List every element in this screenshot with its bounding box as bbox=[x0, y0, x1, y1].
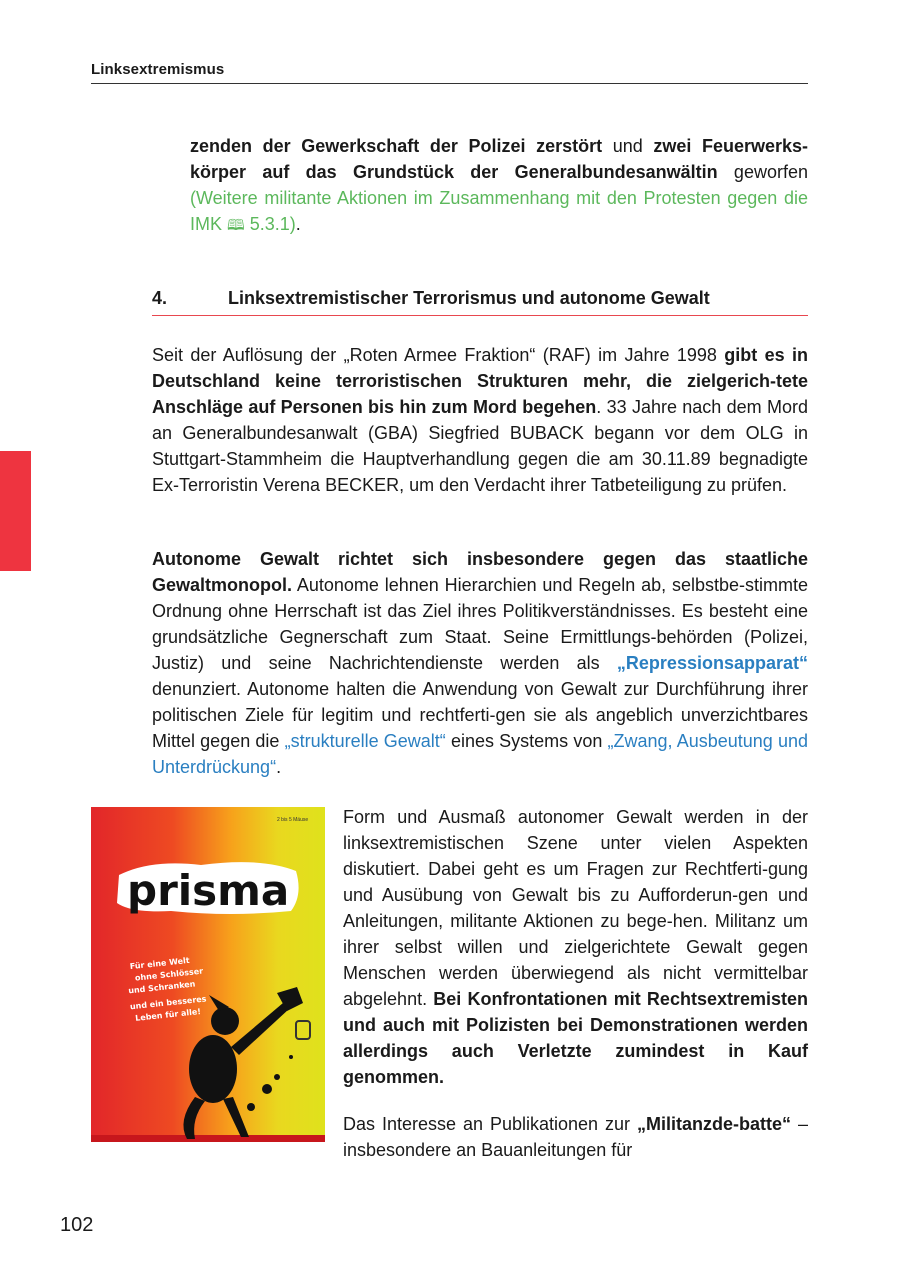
page-number: 102 bbox=[60, 1214, 94, 1236]
book-icon: 🕮 bbox=[227, 217, 245, 234]
intro-text-1: und bbox=[602, 136, 654, 156]
glossary-link-repressionsapparat[interactable]: „Repressionsapparat“ bbox=[616, 653, 808, 673]
paragraph-autonome-text-4: . bbox=[276, 757, 282, 777]
paragraph-autonome bbox=[152, 546, 808, 780]
paragraph-publikationen-text-2: – insbesondere an Bauanleitungen für bbox=[343, 1114, 808, 1160]
paragraph-raf-bold: gibt es in Deutschland keine terroristischen Strukturen mehr, die zielgerich-tete Anschläge auf Personen bis hin zum Mord begehen bbox=[152, 345, 808, 417]
chapter-tab-marker bbox=[0, 451, 31, 571]
prisma-cover-image bbox=[91, 807, 325, 1142]
paragraph-raf-text-1: Seit der Auflösung der „Roten Armee Fraktion“ (RAF) im Jahre 1998 bbox=[152, 345, 725, 365]
cover-price: 2 bis 5 Mäuse bbox=[277, 817, 309, 823]
cross-reference-link[interactable] bbox=[190, 188, 808, 234]
paragraph-publikationen bbox=[343, 1111, 808, 1163]
cross-reference-text: (Weitere militante Aktionen im Zusammenhang mit den Protesten gegen die IMK bbox=[190, 188, 808, 234]
cross-reference-section: 5.3.1) bbox=[244, 214, 296, 234]
intro-text-2: geworfen bbox=[717, 162, 808, 182]
cover-slogan-4: und ein besseres bbox=[129, 994, 207, 1012]
glossary-link-strukturelle-gewalt[interactable]: „strukturelle Gewalt“ bbox=[284, 731, 446, 751]
paragraph-publikationen-bold: „Militanzde-batte“ bbox=[637, 1114, 792, 1134]
paragraph-autonome-text-1: Autonome lehnen Hierarchien und Regeln ab, selbstbe-stimmte Ordnung ohne Herrschaft ist das Ziel ihres Politikverständnisses. Es besteht eine grundsätzliche Gegnerschaft zum Staat. Seine Ermittlungs-behörden (Polizei, Justiz) und seine Nachrichtendienste werden als bbox=[152, 575, 808, 673]
paragraph-raf-text-2: . 33 Jahre nach dem Mord an Generalbundesanwalt (GBA) Siegfried BUBACK begann vor dem OLG in Stuttgart-Stammheim die Hauptverhandlung gegen die am 30.11.89 begnadigte Ex-Terroristin Verena BECKER, um den Verdacht ihrer Tatbeteiligung zu prüfen. bbox=[152, 397, 808, 495]
paragraph-raf bbox=[152, 342, 808, 498]
section-number: 4. bbox=[152, 288, 168, 308]
paragraph-autonome-text-3: eines Systems von bbox=[445, 731, 608, 751]
cover-slogan-1: Für eine Welt bbox=[129, 955, 191, 972]
intro-paragraph bbox=[190, 133, 808, 239]
section-heading bbox=[152, 288, 808, 316]
paragraph-militanz-bold: Bei Konfrontationen mit Rechtsextremisten und auch mit Polizisten bei Demonstrationen werden allerdings auch Verletzte zumindest in Kauf genommen. bbox=[343, 989, 808, 1087]
paragraph-autonome-text-2: denunziert. Autonome halten die Anwendung von Gewalt zur Durchführung ihrer politischen Ziele für legitim und rechtferti-gen sie als angeblich unverzichtbares Mittel gegen die bbox=[152, 679, 808, 751]
cover-title: prisma bbox=[127, 866, 290, 915]
cover-slogan-2: ohne Schlösser bbox=[134, 966, 204, 983]
cover-slogan-5: Leben für alle! bbox=[134, 1006, 202, 1023]
paragraph-publikationen-text-1: Das Interesse an Publikationen zur bbox=[343, 1114, 637, 1134]
intro-bold-2: zwei Feuerwerks-körper auf das Grundstück der Generalbundesanwältin bbox=[190, 136, 809, 182]
cover-slogan-3: und Schranken bbox=[127, 979, 196, 996]
section-title: Linksextremistischer Terrorismus und autonome Gewalt bbox=[228, 288, 710, 308]
running-head: Linksextremismus bbox=[91, 61, 808, 84]
intro-bold-1: zenden der Gewerkschaft der Polizei zerstört bbox=[190, 136, 603, 156]
paragraph-autonome-bold: Autonome Gewalt richtet sich insbesondere gegen das staatliche Gewaltmonopol. bbox=[152, 549, 808, 595]
intro-end: . bbox=[295, 214, 301, 234]
paragraph-militanz bbox=[343, 804, 808, 1090]
paragraph-militanz-text: Form und Ausmaß autonomer Gewalt werden in der linksextremistischen Szene unter vielen Aspekten diskutiert. Dabei geht es um Fragen zur Rechtferti-gung und Ausübung von Gewalt bis zu Aufforderun-gen und Anleitungen, militante Aktionen zu bege-hen. Militanz um ihrer selbst willen und zielgerichtete Gewalt gegen Menschen werden überwiegend als nicht vermittelbar abgelehnt. bbox=[343, 807, 808, 1009]
glossary-link-zwang[interactable]: „Zwang, Ausbeutung und Unterdrückung“ bbox=[152, 731, 808, 777]
